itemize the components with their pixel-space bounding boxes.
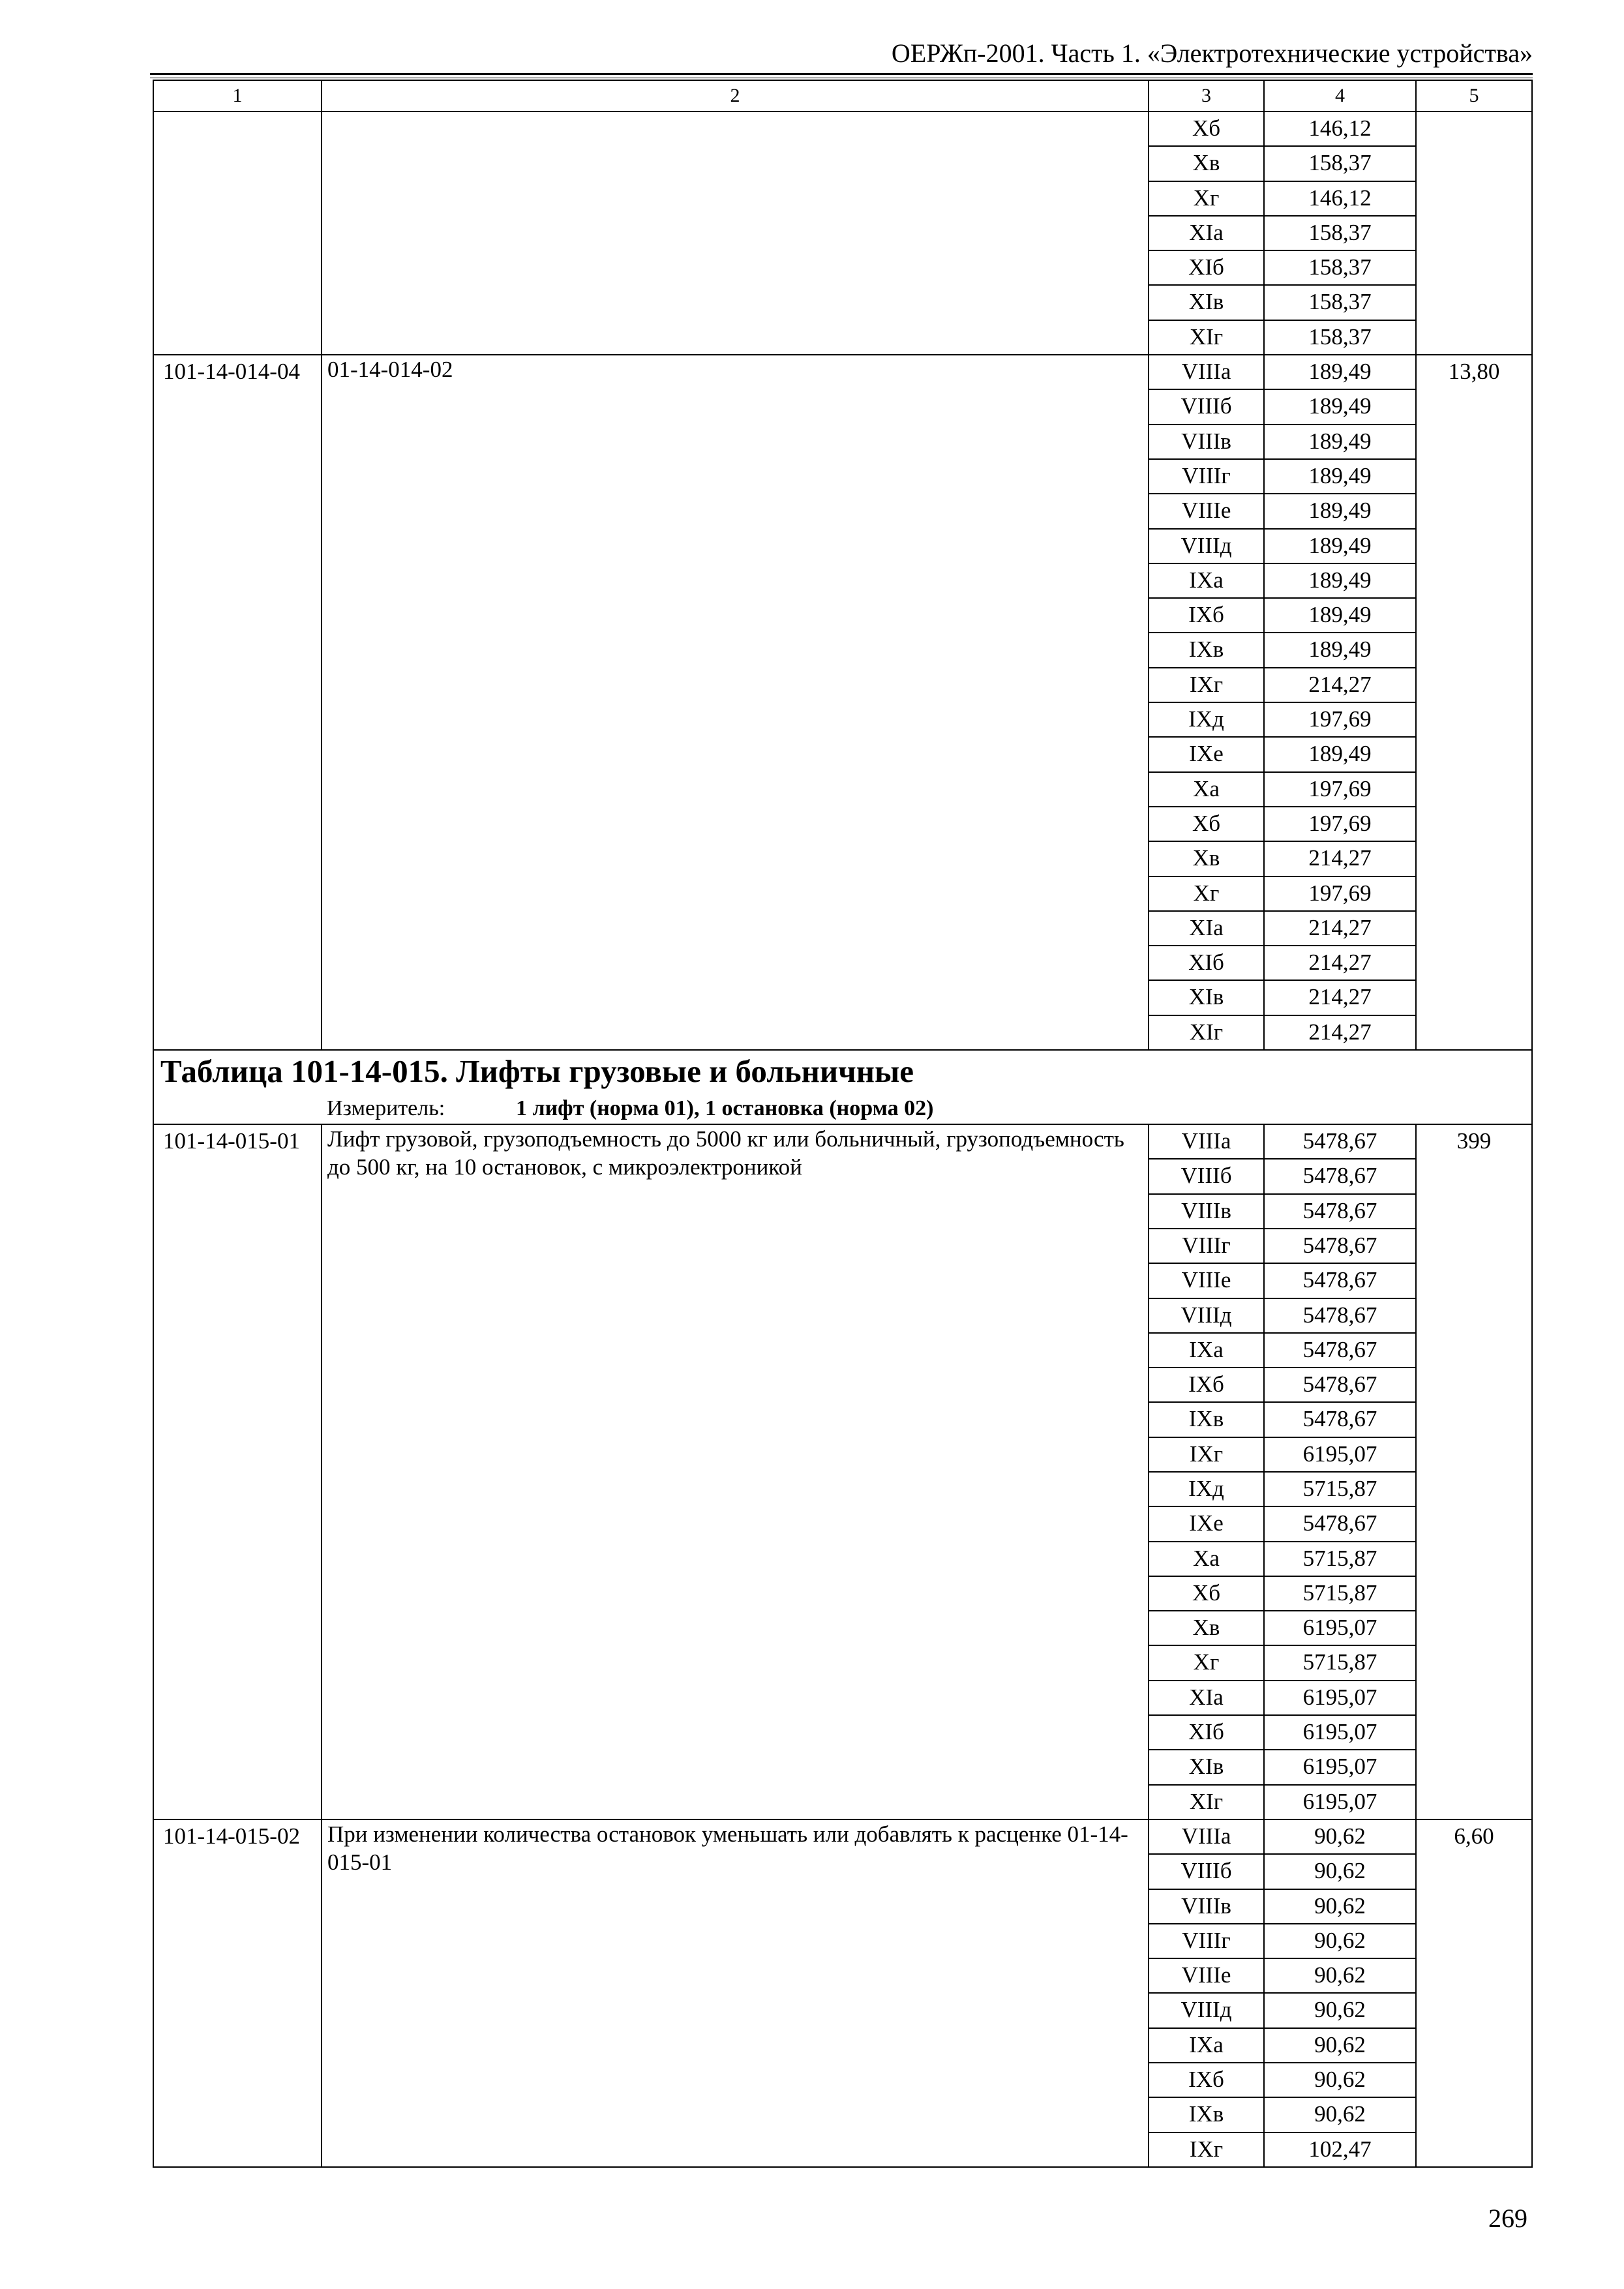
zone-cell: VIIIе (1149, 1263, 1264, 1298)
zone-cell: ХIа (1149, 216, 1264, 250)
price-cell: 189,49 (1264, 425, 1416, 459)
price-cell: 214,27 (1264, 946, 1416, 980)
price-cell: 214,27 (1264, 668, 1416, 702)
price-cell: 90,62 (1264, 1958, 1416, 1993)
price-cell: 158,37 (1264, 285, 1416, 320)
zone-cell: VIIIб (1149, 1854, 1264, 1889)
rate-code: 101-14-015-01 (153, 1124, 322, 1819)
col5-value: 6,60 (1416, 1819, 1532, 2167)
zone-cell: ХIб (1149, 1715, 1264, 1750)
zone-cell: Хг (1149, 1645, 1264, 1680)
price-cell: 90,62 (1264, 2063, 1416, 2097)
zone-cell: VIIIб (1149, 389, 1264, 424)
price-cell: 189,49 (1264, 389, 1416, 424)
zone-cell: ХIг (1149, 1785, 1264, 1819)
price-cell: 5478,67 (1264, 1229, 1416, 1263)
zone-cell: IХб (1149, 598, 1264, 633)
zone-cell: Ха (1149, 1542, 1264, 1576)
zone-cell: ХIг (1149, 320, 1264, 355)
table-title: Таблица 101-14-015. Лифты грузовые и больничные (153, 1050, 1532, 1094)
table-row (153, 112, 1532, 146)
price-cell: 5478,67 (1264, 1124, 1416, 1159)
zone-cell: Хг (1149, 876, 1264, 911)
zone-cell: VIIIе (1149, 1958, 1264, 1993)
price-cell: 5478,67 (1264, 1333, 1416, 1368)
price-cell: 146,12 (1264, 181, 1416, 216)
price-cell: 6195,07 (1264, 1611, 1416, 1645)
zone-cell: IХе (1149, 737, 1264, 771)
zone-cell: IХв (1149, 633, 1264, 667)
price-cell: 90,62 (1264, 2028, 1416, 2063)
measure-cell (322, 1094, 1532, 1124)
zone-cell: VIIIе (1149, 494, 1264, 528)
price-cell: 189,49 (1264, 355, 1416, 389)
table-title-row (153, 1050, 1532, 1094)
col5-value: 13,80 (1416, 355, 1532, 1050)
zone-cell: IХа (1149, 563, 1264, 598)
column-number: 2 (322, 80, 1149, 112)
zone-cell: VIIIв (1149, 1194, 1264, 1229)
price-cell: 5478,67 (1264, 1368, 1416, 1402)
column-number: 1 (153, 80, 322, 112)
zone-cell: Хв (1149, 1611, 1264, 1645)
price-cell: 5478,67 (1264, 1194, 1416, 1229)
price-cell: 102,47 (1264, 2132, 1416, 2167)
price-cell: 189,49 (1264, 598, 1416, 633)
zone-cell: VIIIд (1149, 1298, 1264, 1333)
zone-cell: IХа (1149, 2028, 1264, 2063)
price-cell: 158,37 (1264, 216, 1416, 250)
col5-value (1416, 112, 1532, 355)
column-number: 4 (1264, 80, 1416, 112)
zone-cell: IХг (1149, 668, 1264, 702)
price-cell: 6195,07 (1264, 1681, 1416, 1715)
zone-cell: VIIIг (1149, 459, 1264, 494)
zone-cell: ХIа (1149, 911, 1264, 946)
price-cell: 146,12 (1264, 112, 1416, 146)
rate-code: 101-14-015-02 (153, 1819, 322, 2167)
rate-description: Лифт грузовой, грузоподъемность до 5000 кг или больничный, грузоподъемность до 500 кг, на 10 остановок, с микроэлектроникой (322, 1124, 1149, 1819)
zone-cell: ХIб (1149, 946, 1264, 980)
rates-table (153, 80, 1533, 2168)
price-cell: 5715,87 (1264, 1472, 1416, 1506)
price-cell: 5715,87 (1264, 1542, 1416, 1576)
zone-cell: VIIIв (1149, 425, 1264, 459)
page-number: 269 (1488, 2204, 1527, 2233)
zone-cell: VIIIг (1149, 1924, 1264, 1958)
price-cell: 5478,67 (1264, 1298, 1416, 1333)
price-cell: 158,37 (1264, 250, 1416, 285)
zone-cell: VIIIг (1149, 1229, 1264, 1263)
zone-cell: ХIа (1149, 1681, 1264, 1715)
col5-value: 399 (1416, 1124, 1532, 1819)
rate-description (322, 112, 1149, 355)
price-cell: 189,49 (1264, 563, 1416, 598)
price-cell: 158,37 (1264, 146, 1416, 181)
zone-cell: VIIIа (1149, 1124, 1264, 1159)
zone-cell: Хг (1149, 181, 1264, 216)
rate-code (153, 112, 322, 355)
price-cell: 5478,67 (1264, 1506, 1416, 1541)
column-number: 5 (1416, 80, 1532, 112)
price-cell: 214,27 (1264, 1015, 1416, 1050)
price-cell: 6195,07 (1264, 1437, 1416, 1472)
zone-cell: ХIв (1149, 285, 1264, 320)
price-cell: 90,62 (1264, 1924, 1416, 1958)
table-row (153, 1819, 1532, 1854)
zone-cell: VIIIд (1149, 529, 1264, 563)
zone-cell: ХIв (1149, 980, 1264, 1015)
price-cell: 90,62 (1264, 1854, 1416, 1889)
price-cell: 6195,07 (1264, 1785, 1416, 1819)
zone-cell: Хв (1149, 841, 1264, 876)
zone-cell: VIIIа (1149, 355, 1264, 389)
price-cell: 5478,67 (1264, 1263, 1416, 1298)
table-row (153, 355, 1532, 389)
price-cell: 197,69 (1264, 702, 1416, 737)
zone-cell: ХIв (1149, 1750, 1264, 1784)
price-cell: 90,62 (1264, 1819, 1416, 1854)
price-cell: 214,27 (1264, 841, 1416, 876)
header-rule (150, 73, 1533, 75)
zone-cell: VIIIа (1149, 1819, 1264, 1854)
zone-cell: VIIIд (1149, 1993, 1264, 2027)
zone-cell: IХв (1149, 1402, 1264, 1437)
zone-cell: ХIг (1149, 1015, 1264, 1050)
price-cell: 6195,07 (1264, 1750, 1416, 1784)
price-cell: 90,62 (1264, 2097, 1416, 2132)
price-cell: 5478,67 (1264, 1159, 1416, 1193)
price-cell: 5478,67 (1264, 1402, 1416, 1437)
price-cell: 214,27 (1264, 911, 1416, 946)
page-header-title: ОЕРЖп-2001. Часть 1. «Электротехнические устройства» (891, 38, 1533, 68)
zone-cell: IХв (1149, 2097, 1264, 2132)
price-cell: 5715,87 (1264, 1645, 1416, 1680)
zone-cell: Хб (1149, 807, 1264, 841)
table-row (153, 1124, 1532, 1159)
zone-cell: IХб (1149, 1368, 1264, 1402)
price-cell: 158,37 (1264, 320, 1416, 355)
zone-cell: IХг (1149, 1437, 1264, 1472)
rate-code: 101-14-014-04 (153, 355, 322, 1050)
price-cell: 90,62 (1264, 1993, 1416, 2027)
price-cell: 197,69 (1264, 876, 1416, 911)
measure-value: 1 лифт (норма 01), 1 остановка (норма 02) (516, 1096, 934, 1121)
zone-cell: IХд (1149, 1472, 1264, 1506)
zone-cell: IХг (1149, 2132, 1264, 2167)
price-cell: 189,49 (1264, 633, 1416, 667)
column-number: 3 (1149, 80, 1264, 112)
column-number-row (153, 80, 1532, 112)
price-cell: 197,69 (1264, 807, 1416, 841)
zone-cell: Ха (1149, 772, 1264, 807)
zone-cell: IХб (1149, 2063, 1264, 2097)
zone-cell: IХд (1149, 702, 1264, 737)
price-cell: 189,49 (1264, 737, 1416, 771)
price-cell: 5715,87 (1264, 1576, 1416, 1611)
zone-cell: VIIIв (1149, 1889, 1264, 1924)
rate-description: 01-14-014-02 (322, 355, 1149, 1050)
price-cell: 189,49 (1264, 459, 1416, 494)
measure-row (153, 1094, 1532, 1124)
zone-cell: IХе (1149, 1506, 1264, 1541)
price-cell: 90,62 (1264, 1889, 1416, 1924)
zone-cell: VIIIб (1149, 1159, 1264, 1193)
price-cell: 189,49 (1264, 529, 1416, 563)
zone-cell: Хб (1149, 112, 1264, 146)
zone-cell: Хб (1149, 1576, 1264, 1611)
price-cell: 197,69 (1264, 772, 1416, 807)
rate-description: При изменении количества остановок уменьшать или добавлять к расценке 01-14-015-01 (322, 1819, 1149, 2167)
measure-label: Измеритель: (327, 1096, 445, 1121)
zone-cell: ХIб (1149, 250, 1264, 285)
zone-cell: IХа (1149, 1333, 1264, 1368)
measure-spacer (153, 1094, 322, 1124)
price-cell: 6195,07 (1264, 1715, 1416, 1750)
zone-cell: Хв (1149, 146, 1264, 181)
price-cell: 189,49 (1264, 494, 1416, 528)
price-cell: 214,27 (1264, 980, 1416, 1015)
